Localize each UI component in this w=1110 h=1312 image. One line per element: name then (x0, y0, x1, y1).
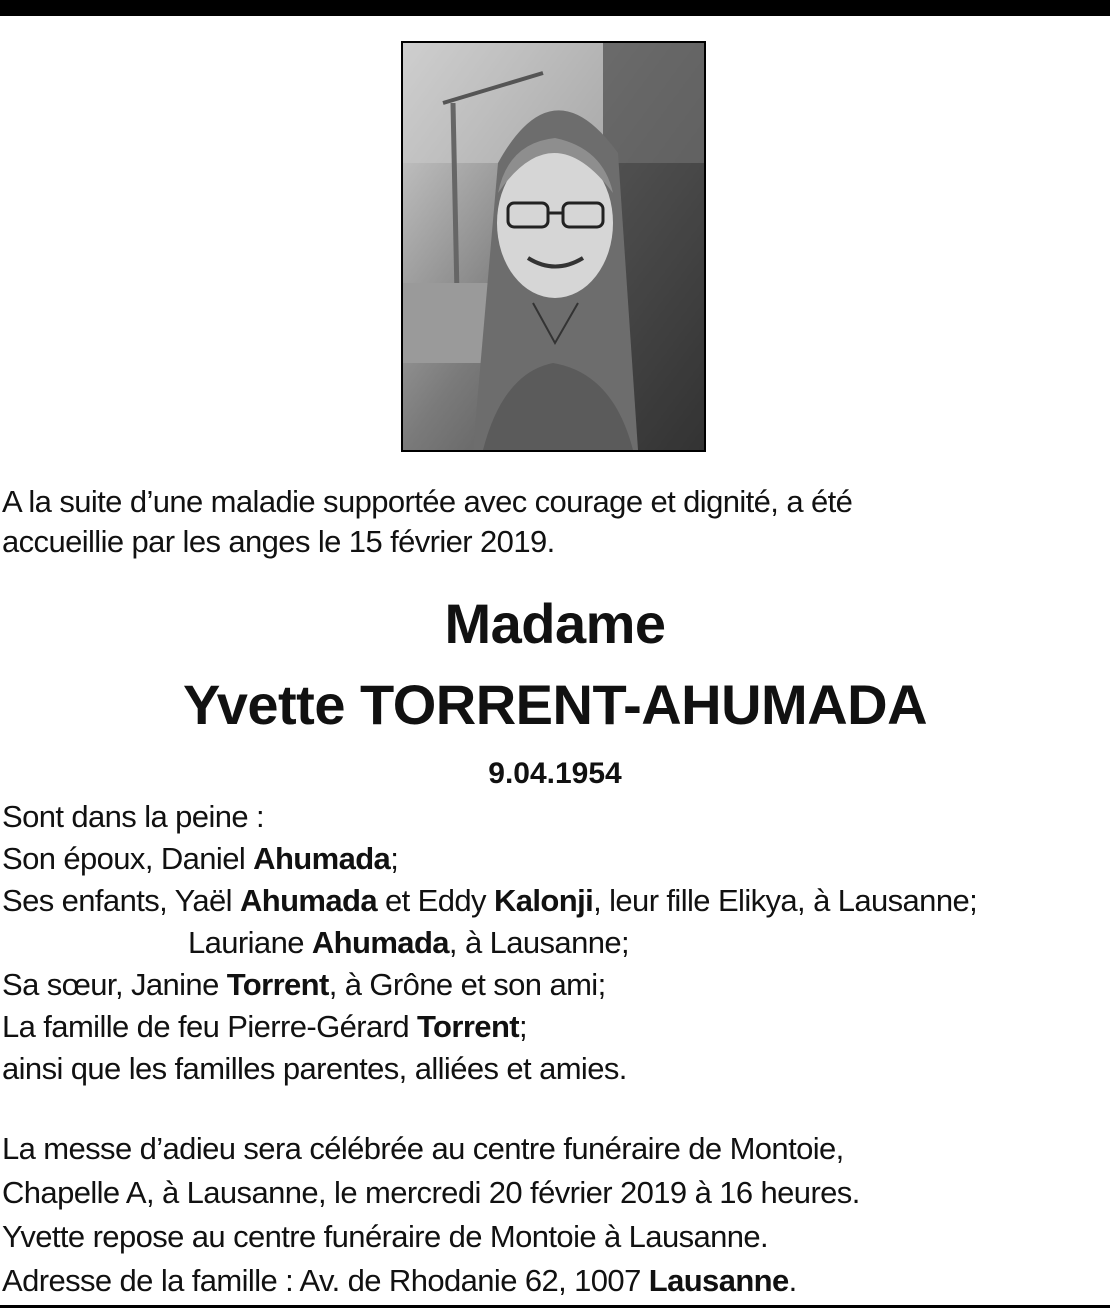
mourner-children-mid: et Eddy (377, 883, 494, 918)
mourner-child-2 (2, 922, 1108, 964)
service-line-1: La messe d’adieu sera célébrée au centre funéraire de Montoie, (2, 1131, 844, 1166)
mourner-sister-surname: Torrent (226, 967, 329, 1002)
mourner-family-text: La famille de feu Pierre-Gérard (2, 1009, 417, 1044)
intro-paragraph (2, 482, 1108, 562)
mourners-heading: Sont dans la peine : (2, 799, 265, 834)
service-line-2: Chapelle A, à Lausanne, le mercredi 20 février 2019 à 16 heures. (2, 1175, 860, 1210)
service-line-4 (2, 1259, 1108, 1303)
mourner-children-text: Ses enfants, Yaël (2, 883, 240, 918)
mourner-child-2-end: , à Lausanne; (448, 925, 629, 960)
mourner-spouse-end: ; (390, 841, 399, 876)
intro-line-2: accueillie par les anges le 15 février 2019. (2, 524, 555, 559)
mourner-children (2, 880, 1108, 922)
mourners-list (2, 796, 1108, 1090)
mourner-sister-text: Sa sœur, Janine (2, 967, 227, 1002)
birth-date: 9.04.1954 (488, 757, 622, 790)
mourner-sister-end: , à Grône et son ami; (328, 967, 606, 1002)
mourner-children-surname-2: Kalonji (493, 883, 594, 918)
mourner-spouse-text: Son époux, Daniel (2, 841, 254, 876)
top-rule (0, 0, 1110, 16)
mourner-children-end: , leur fille Elikya, à Lausanne; (593, 883, 978, 918)
mourner-family-end: ; (519, 1009, 528, 1044)
mourner-sister (2, 964, 1108, 1006)
honorific-heading: Madame (444, 592, 666, 655)
mourner-children-surname-1: Ahumada (239, 883, 377, 918)
intro-line-1: A la suite d’une maladie supportée avec courage et dignité, a été (2, 484, 853, 519)
service-details (2, 1127, 1108, 1303)
family-address-city: Lausanne (648, 1263, 789, 1298)
mourner-spouse (2, 838, 1108, 880)
portrait-illustration (403, 43, 704, 450)
mourner-child-2-surname: Ahumada (311, 925, 449, 960)
mourner-others: ainsi que les familles parentes, alliées et amies. (2, 1051, 627, 1086)
mourner-child-2-text: Lauriane (188, 925, 312, 960)
family-address-text: Adresse de la famille : Av. de Rhodanie 62, 1007 (2, 1263, 649, 1298)
portrait-photo (401, 41, 706, 452)
family-address-end: . (788, 1263, 797, 1298)
mourner-family (2, 1006, 1108, 1048)
deceased-name-heading: Yvette TORRENT-AHUMADA (182, 673, 928, 736)
mourner-spouse-surname: Ahumada (253, 841, 391, 876)
service-line-3: Yvette repose au centre funéraire de Montoie à Lausanne. (2, 1219, 769, 1254)
mourner-family-surname: Torrent (417, 1009, 519, 1044)
bottom-rule (0, 1305, 1110, 1308)
